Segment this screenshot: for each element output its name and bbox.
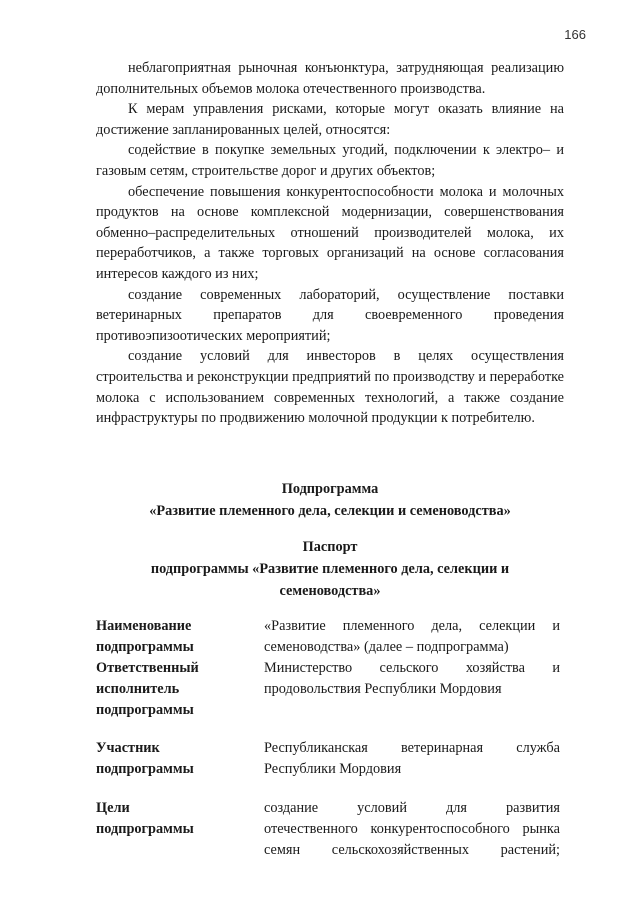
paragraph-land-support: содействие в покупке земельных угодий, подключении к электро– и газовым сетям, строительстве дорог и других объектов; — [96, 142, 564, 179]
body-text — [96, 58, 564, 429]
paragraph-risk-measures-intro: К мерам управления рисками, которые могут оказать влияние на достижение запланированных целей, относятся: — [96, 101, 564, 138]
passport-row-label — [96, 738, 246, 780]
page-number: 166 — [564, 27, 586, 42]
subprogram-heading — [96, 478, 564, 522]
value-line: создание условий для развития — [264, 800, 560, 816]
passport-row-value — [264, 616, 560, 658]
value-line: «Развитие племенного дела, селекции и — [264, 618, 560, 634]
value-line: Министерство сельского хозяйства и — [264, 660, 560, 676]
subprogram-heading-line2: «Развитие племенного дела, селекции и семеноводства» — [149, 503, 511, 519]
passport-row-value — [264, 738, 560, 780]
label-line: подпрограммы — [96, 702, 194, 718]
paragraph-investors: создание условий для инвесторов в целях осуществления строительства и реконструкции предприятий по производству и переработке молока с использованием современных технологий, а также создание инфраструктуры по продвижению молочной продукции к потребителю. — [96, 348, 564, 427]
paragraph-risk-conjuncture: неблагоприятная рыночная конъюнктура, затрудняющая реализацию дополнительных объемов молока отечественного производства. — [96, 60, 564, 97]
passport-row-value — [264, 798, 560, 861]
label-line: Наименование — [96, 618, 192, 634]
passport-heading-line3: семеноводства» — [279, 583, 381, 599]
label-line: Участник — [96, 740, 160, 756]
passport-heading-line1: Паспорт — [302, 539, 358, 555]
paragraph-laboratories: создание современных лабораторий, осуществление поставки ветеринарных препаратов для своевременного проведения противоэпизоотических мероприятий; — [96, 286, 564, 344]
value-line: Республиканская ветеринарная служба — [264, 740, 560, 756]
value-line: семян сельскохозяйственных растений; — [264, 842, 560, 858]
value-line: отечественного конкурентоспособного рынка — [264, 821, 560, 837]
passport-row-value — [264, 658, 560, 700]
subprogram-heading-line1: Подпрограмма — [281, 481, 379, 497]
label-line: подпрограммы — [96, 761, 194, 777]
value-line: Республики Мордовия — [264, 761, 402, 777]
paragraph-competitiveness: обеспечение повышения конкурентоспособности молока и молочных продуктов на основе комплексной модернизации, совершенствования обменно–распределительных отношений производителей молока, их переработчиков, а также торговых организаций на основе согласования интересов каждого из них; — [96, 183, 564, 282]
label-line: подпрограммы — [96, 639, 194, 655]
passport-heading-line2: подпрограммы «Развитие племенного дела, селекции и — [150, 561, 510, 577]
passport-row-label — [96, 616, 246, 658]
passport-row-label — [96, 798, 246, 840]
passport-row-label — [96, 658, 246, 721]
passport-heading — [96, 536, 564, 602]
label-line: Цели — [96, 800, 130, 816]
label-line: подпрограммы — [96, 821, 194, 837]
value-line: семеноводства» (далее – подпрограмма) — [264, 639, 509, 655]
value-line: продовольствия Республики Мордовия — [264, 681, 502, 697]
label-line: исполнитель — [96, 681, 180, 697]
label-line: Ответственный — [96, 660, 199, 676]
